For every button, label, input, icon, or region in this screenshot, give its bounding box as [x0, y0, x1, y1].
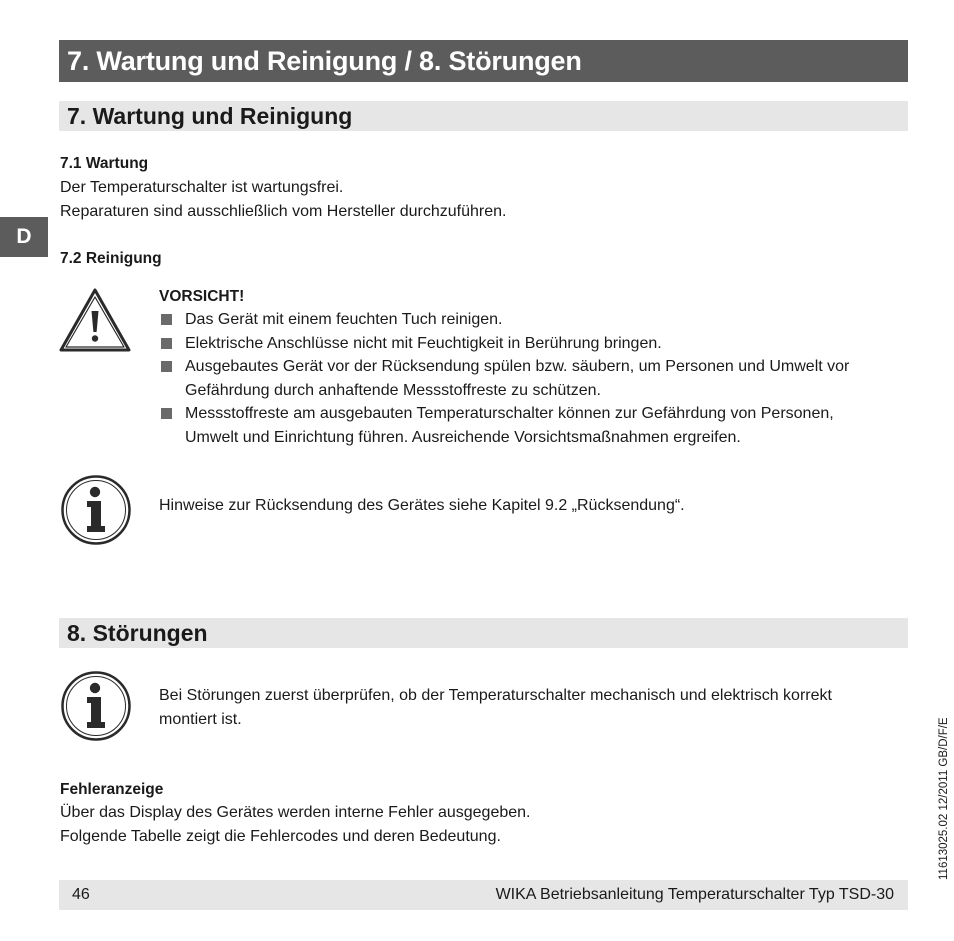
info-circle-icon: [60, 670, 132, 742]
fehler-line-1: Über das Display des Gerätes werden interne Fehler ausgegeben.: [60, 804, 531, 821]
language-tab: D: [0, 217, 48, 257]
subsection-reinigung-heading: 7.2 Reinigung: [60, 250, 162, 267]
document-code: 11613025.02 12/2011 GB/D/F/E: [938, 717, 950, 880]
list-item: Das Gerät mit einem feuchten Tuch reinigen.: [159, 308, 879, 332]
section-7-heading: 7. Wartung und Reinigung: [59, 101, 908, 131]
page-title: 7. Wartung und Reinigung / 8. Störungen: [59, 40, 908, 82]
section-8-heading: 8. Störungen: [59, 618, 908, 648]
page-footer: [59, 880, 908, 910]
caution-title: VORSICHT!: [159, 288, 245, 305]
subsection-wartung-heading: 7.1 Wartung: [60, 155, 149, 172]
list-item: Messstoffreste am ausgebauten Temperaturschalter können zur Gefährdung von Personen, Umwelt und Einrichtung führen. Ausreichende Vorsichtsmaßnahmen ergreifen.: [159, 402, 850, 449]
bullet-square-icon: [161, 338, 172, 349]
fault-info-note: Bei Störungen zuerst überprüfen, ob der Temperaturschalter mechanisch und elektrisch korrekt montiert ist.: [159, 687, 832, 728]
list-item: Ausgebautes Gerät vor der Rücksendung spülen bzw. säubern, um Personen und Umwelt vor Gefährdung durch anhaftende Messstoffreste zu schützen.: [159, 355, 879, 402]
page-number: 46: [72, 886, 90, 903]
footer-document-title: WIKA Betriebsanleitung Temperaturschalter Typ TSD-30: [495, 886, 894, 903]
wartung-line-2: Reparaturen sind ausschließlich vom Hersteller durchzuführen.: [60, 203, 507, 220]
return-info-note: Hinweise zur Rücksendung des Gerätes siehe Kapitel 9.2 „Rücksendung“.: [159, 497, 685, 514]
bullet-square-icon: [161, 361, 172, 372]
wartung-line-1: Der Temperaturschalter ist wartungsfrei.: [60, 179, 344, 196]
warning-triangle-icon: [58, 287, 132, 353]
info-circle-icon: [60, 474, 132, 546]
list-item: Elektrische Anschlüsse nicht mit Feuchtigkeit in Berührung bringen.: [159, 332, 879, 356]
bullet-square-icon: [161, 314, 172, 325]
bullet-square-icon: [161, 408, 172, 419]
fehleranzeige-heading: Fehleranzeige: [60, 781, 164, 798]
cleaning-instructions-list: [159, 308, 879, 449]
fehler-line-2: Folgende Tabelle zeigt die Fehlercodes und deren Bedeutung.: [60, 828, 501, 845]
